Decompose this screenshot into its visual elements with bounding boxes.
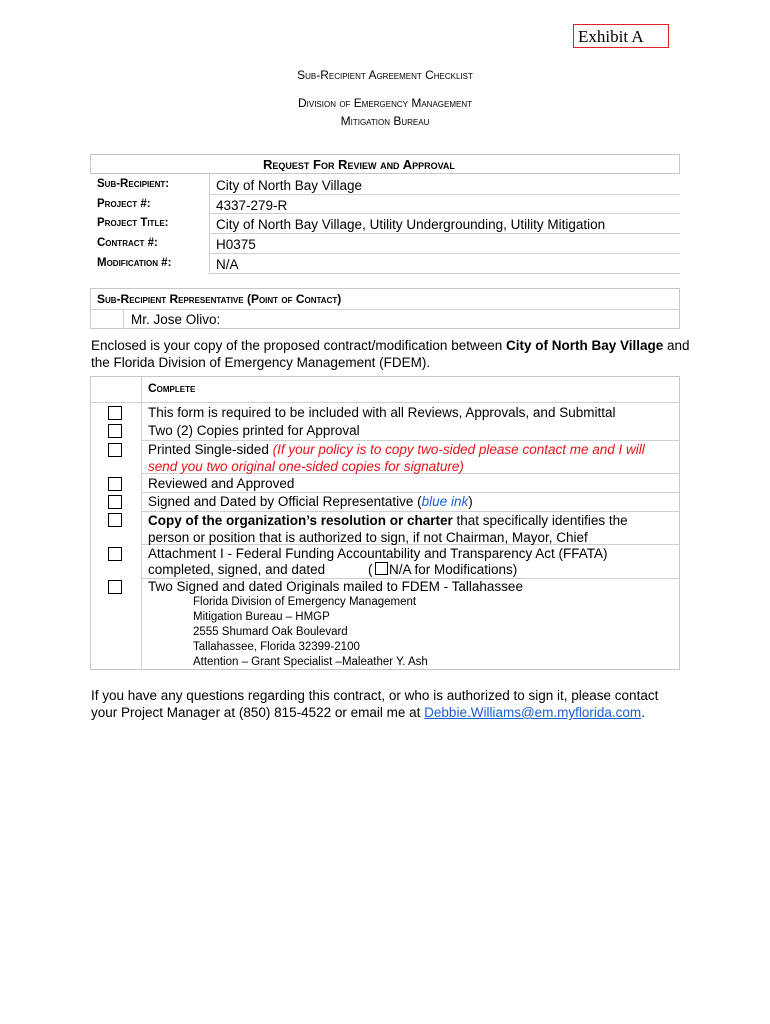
address-line-2: Mitigation Bureau – HMGP bbox=[193, 611, 330, 623]
modification-number-label: Modification #: bbox=[97, 257, 172, 269]
checkbox-two-copies[interactable] bbox=[108, 424, 122, 438]
item-attachment-ffata-cont: completed, signed, and dated bbox=[148, 562, 326, 577]
project-number-value: 4337-279-R bbox=[216, 198, 288, 213]
footer-line-2: your Project Manager at (850) 815-4522 or email me at Debbie.Williams@em.myflorida.com. bbox=[91, 705, 645, 720]
checkbox-originals-mailed[interactable] bbox=[108, 580, 122, 594]
document-title: Sub-Recipient Agreement Checklist bbox=[297, 68, 473, 82]
bureau-name: Mitigation Bureau bbox=[340, 114, 430, 128]
footer-line-1: If you have any questions regarding this contract, or who is authorized to sign it, please contact bbox=[91, 688, 659, 703]
exhibit-label: Exhibit A bbox=[573, 24, 669, 48]
address-line-4: Tallahassee, Florida 32399-2100 bbox=[193, 641, 360, 653]
checkbox-na-modifications[interactable] bbox=[375, 562, 388, 575]
item-attachment-ffata: Attachment I - Federal Funding Accountability and Transparency Act (FFATA) bbox=[148, 546, 608, 561]
checkbox-attachment-ffata[interactable] bbox=[108, 547, 122, 561]
modification-number-value: N/A bbox=[216, 257, 239, 272]
contact-heading: Sub-Recipient Representative (Point of Contact) bbox=[97, 292, 342, 306]
checklist-heading: Complete bbox=[148, 381, 196, 395]
na-modifications-label: N/A for Modifications) bbox=[389, 562, 518, 577]
item-originals-mailed: Two Signed and dated Originals mailed to FDEM - Tallahassee bbox=[148, 579, 523, 594]
request-heading: Request For Review and Approval bbox=[263, 157, 455, 172]
enclosed-paragraph: Enclosed is your copy of the proposed contract/modification between City of North Bay Village and the Florida Division of Emergency Management (FDEM). bbox=[91, 338, 690, 370]
project-title-label: Project Title: bbox=[97, 217, 169, 229]
checkbox-signed-dated[interactable] bbox=[108, 495, 122, 509]
checkbox-resolution-charter[interactable] bbox=[108, 513, 122, 527]
item-two-copies: Two (2) Copies printed for Approval bbox=[148, 423, 360, 438]
project-title-value: City of North Bay Village, Utility Undergrounding, Utility Mitigation bbox=[216, 217, 606, 232]
contact-name: Mr. Jose Olivo: bbox=[131, 312, 221, 327]
na-modifications-paren: ( bbox=[368, 562, 373, 577]
address-line-1: Florida Division of Emergency Management bbox=[193, 596, 417, 608]
item-form-required: This form is required to be included with all Reviews, Approvals, and Submittal bbox=[148, 405, 616, 420]
checkbox-single-sided[interactable] bbox=[108, 443, 122, 457]
item-single-sided-note: send you two original one-sided copies for signature) bbox=[148, 459, 464, 474]
email-link[interactable]: Debbie.Williams@em.myflorida.com bbox=[424, 705, 642, 720]
item-signed-dated: Signed and Dated by Official Representative (blue ink) bbox=[148, 494, 473, 509]
contract-number-value: H0375 bbox=[216, 237, 256, 252]
item-resolution-charter-cont: person or position that is authorized to sign, if not Chairman, Mayor, Chief bbox=[148, 530, 588, 545]
sub-recipient-value: City of North Bay Village bbox=[216, 178, 363, 193]
checkbox-form-required[interactable] bbox=[108, 406, 122, 420]
item-reviewed-approved: Reviewed and Approved bbox=[148, 476, 295, 491]
address-line-3: 2555 Shumard Oak Boulevard bbox=[193, 626, 348, 638]
division-name: Division of Emergency Management bbox=[297, 96, 472, 110]
checkbox-reviewed-approved[interactable] bbox=[108, 477, 122, 491]
sub-recipient-label: Sub-Recipient: bbox=[97, 178, 170, 190]
item-single-sided: Printed Single-sided (If your policy is to copy two-sided please contact me and I will bbox=[148, 442, 645, 457]
contract-number-label: Contract #: bbox=[97, 237, 158, 249]
item-resolution-charter: Copy of the organization’s resolution or charter that specifically identifies the bbox=[148, 513, 628, 528]
address-line-5: Attention – Grant Specialist –Maleather Y. Ash bbox=[193, 656, 428, 668]
project-number-label: Project #: bbox=[97, 198, 151, 210]
